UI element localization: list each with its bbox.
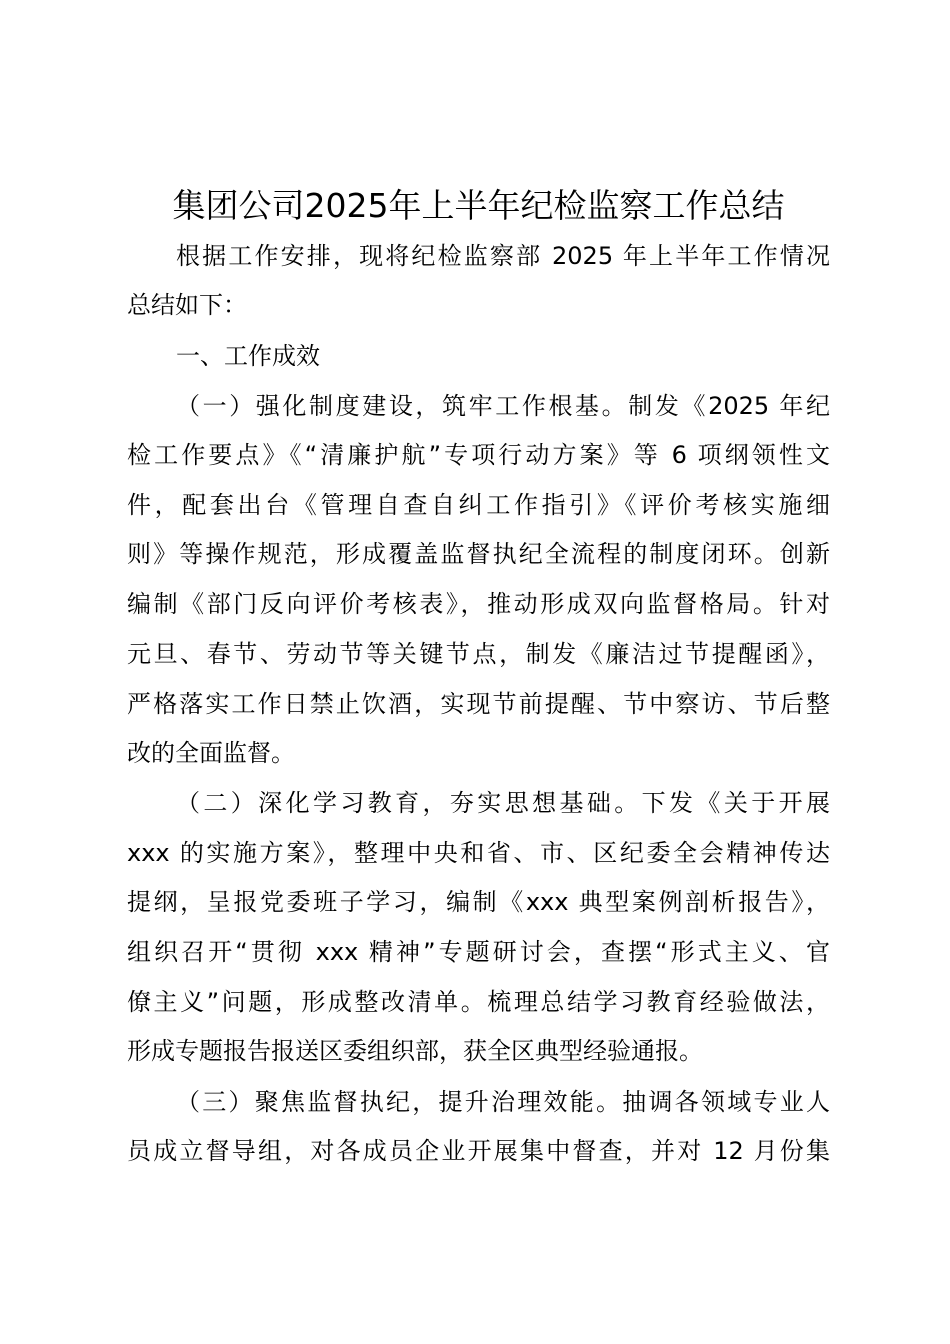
paragraph-line: 编制《部门反向评价考核表》，推动形成双向监督格局。针对 — [127, 590, 830, 618]
paragraph-line: 僚主义”问题，形成整改清单。梳理总结学习教育经验做法， — [127, 988, 830, 1016]
paragraph-line: 元旦、春节、劳动节等关键节点，制发《廉洁过节提醒函》， — [127, 640, 830, 668]
paragraph-line: 员成立督导组，对各成员企业开展集中督查，并对 12 月份集 — [127, 1137, 830, 1165]
paragraph-line: 提纲，呈报党委班子学习，编制《xxx 典型案例剖析报告》， — [127, 888, 830, 916]
paragraph-line: （二）深化学习教育，夯实思想基础。下发《关于开展 — [176, 789, 830, 817]
paragraph-line: 改的全面监督。 — [127, 739, 295, 767]
paragraph-line: 则》等操作规范，形成覆盖监督执纪全流程的制度闭环。创新 — [127, 540, 830, 568]
paragraph-line: 组织召开“贯彻 xxx 精神”专题研讨会，查摆“形式主义、官 — [127, 938, 830, 966]
paragraph-line: 总结如下： — [127, 291, 247, 319]
section-heading: 一、工作成效 — [176, 342, 320, 370]
paragraph-line: 检工作要点》《“清廉护航”专项行动方案》等 6 项纲领性文 — [127, 441, 830, 469]
paragraph-line: 根据工作安排，现将纪检监察部 2025 年上半年工作情况 — [176, 242, 830, 270]
document-title: 集团公司2025年上半年纪检监察工作总结 — [172, 186, 785, 225]
paragraph-line: （三）聚焦监督执纪，提升治理效能。抽调各领域专业人 — [176, 1088, 830, 1116]
paragraph-line: xxx 的实施方案》，整理中央和省、市、区纪委全会精神传达 — [127, 839, 830, 867]
paragraph-line: 严格落实工作日禁止饮酒，实现节前提醒、节中察访、节后整 — [127, 690, 830, 718]
paragraph-line: 形成专题报告报送区委组织部，获全区典型经验通报。 — [127, 1037, 703, 1065]
paragraph-line: （一）强化制度建设，筑牢工作根基。制发《2025 年纪 — [176, 392, 830, 420]
paragraph-line: 件，配套出台《管理自查自纠工作指引》《评价考核实施细 — [127, 491, 830, 519]
